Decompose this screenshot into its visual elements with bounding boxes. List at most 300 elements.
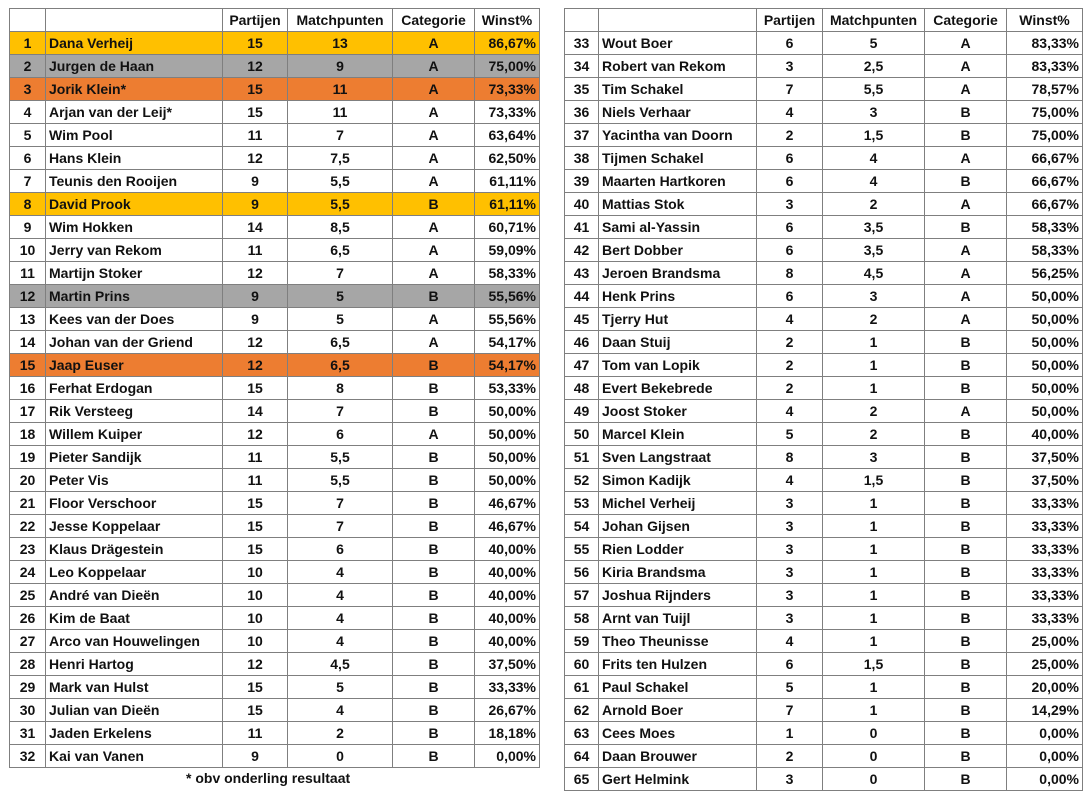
rank-cell: 58 bbox=[565, 607, 599, 630]
matchpunten-cell: 4 bbox=[823, 170, 925, 193]
table-row bbox=[565, 170, 1083, 193]
categorie-cell: B bbox=[393, 653, 475, 676]
matchpunten-cell: 1,5 bbox=[823, 124, 925, 147]
rank-cell: 20 bbox=[10, 469, 46, 492]
rank-cell: 9 bbox=[10, 216, 46, 239]
table-row bbox=[10, 630, 540, 653]
name-cell: Rien Lodder bbox=[599, 538, 757, 561]
name-cell: Henk Prins bbox=[599, 285, 757, 308]
name-cell: Theo Theunisse bbox=[599, 630, 757, 653]
matchpunten-cell: 4 bbox=[288, 699, 393, 722]
rank-cell: 53 bbox=[565, 492, 599, 515]
winst-cell: 50,00% bbox=[475, 446, 540, 469]
categorie-cell: B bbox=[925, 676, 1007, 699]
matchpunten-cell: 1,5 bbox=[823, 653, 925, 676]
table-row bbox=[10, 101, 540, 124]
standings-table-left bbox=[9, 8, 540, 768]
rank-cell: 56 bbox=[565, 561, 599, 584]
name-cell: Jaden Erkelens bbox=[46, 722, 223, 745]
partijen-cell: 6 bbox=[757, 239, 823, 262]
rank-cell: 55 bbox=[565, 538, 599, 561]
winst-cell: 83,33% bbox=[1007, 55, 1083, 78]
table-row bbox=[565, 722, 1083, 745]
rank-cell: 7 bbox=[10, 170, 46, 193]
partijen-cell: 9 bbox=[223, 193, 288, 216]
rank-cell: 24 bbox=[10, 561, 46, 584]
winst-cell: 50,00% bbox=[1007, 400, 1083, 423]
winst-cell: 63,64% bbox=[475, 124, 540, 147]
rank-cell: 46 bbox=[565, 331, 599, 354]
rank-cell: 27 bbox=[10, 630, 46, 653]
winst-cell: 50,00% bbox=[475, 469, 540, 492]
winst-cell: 33,33% bbox=[475, 676, 540, 699]
name-cell: Hans Klein bbox=[46, 147, 223, 170]
matchpunten-cell: 5,5 bbox=[823, 78, 925, 101]
winst-cell: 37,50% bbox=[475, 653, 540, 676]
name-cell: Johan Gijsen bbox=[599, 515, 757, 538]
winst-cell: 75,00% bbox=[1007, 101, 1083, 124]
matchpunten-cell: 0 bbox=[823, 745, 925, 768]
rank-cell: 34 bbox=[565, 55, 599, 78]
matchpunten-cell: 1 bbox=[823, 377, 925, 400]
partijen-cell: 3 bbox=[757, 55, 823, 78]
standings-body-right bbox=[565, 9, 1083, 791]
categorie-cell: B bbox=[925, 354, 1007, 377]
rank-cell: 17 bbox=[10, 400, 46, 423]
categorie-cell: A bbox=[925, 308, 1007, 331]
rank-cell: 16 bbox=[10, 377, 46, 400]
name-cell: Leo Koppelaar bbox=[46, 561, 223, 584]
winst-cell: 46,67% bbox=[475, 492, 540, 515]
categorie-cell: A bbox=[393, 331, 475, 354]
winst-cell: 54,17% bbox=[475, 331, 540, 354]
partijen-cell: 10 bbox=[223, 607, 288, 630]
name-cell: Wim Pool bbox=[46, 124, 223, 147]
matchpunten-cell: 9 bbox=[288, 55, 393, 78]
name-cell: Willem Kuiper bbox=[46, 423, 223, 446]
rank-cell: 43 bbox=[565, 262, 599, 285]
matchpunten-cell: 1 bbox=[823, 538, 925, 561]
categorie-cell: A bbox=[925, 78, 1007, 101]
table-row bbox=[10, 147, 540, 170]
table-row bbox=[10, 55, 540, 78]
partijen-cell: 9 bbox=[223, 170, 288, 193]
footnote: * obv onderling resultaat bbox=[186, 770, 351, 786]
standings-table-right bbox=[564, 8, 1083, 791]
table-row bbox=[565, 78, 1083, 101]
partijen-cell: 11 bbox=[223, 722, 288, 745]
matchpunten-cell: 3 bbox=[823, 101, 925, 124]
partijen-cell: 7 bbox=[757, 78, 823, 101]
categorie-cell: B bbox=[393, 676, 475, 699]
table-row bbox=[10, 722, 540, 745]
table-row bbox=[10, 216, 540, 239]
name-cell: Sami al-Yassin bbox=[599, 216, 757, 239]
categorie-cell: B bbox=[925, 216, 1007, 239]
matchpunten-cell: 11 bbox=[288, 78, 393, 101]
partijen-cell: 12 bbox=[223, 147, 288, 170]
partijen-cell: 4 bbox=[757, 469, 823, 492]
categorie-cell: A bbox=[393, 124, 475, 147]
name-cell: Martin Prins bbox=[46, 285, 223, 308]
name-cell: Daan Brouwer bbox=[599, 745, 757, 768]
matchpunten-cell: 0 bbox=[823, 768, 925, 791]
rank-cell: 32 bbox=[10, 745, 46, 768]
matchpunten-cell: 5,5 bbox=[288, 193, 393, 216]
matchpunten-cell: 6 bbox=[288, 538, 393, 561]
table-row bbox=[565, 124, 1083, 147]
categorie-cell: B bbox=[393, 193, 475, 216]
partijen-cell: 3 bbox=[757, 607, 823, 630]
partijen-cell: 6 bbox=[757, 653, 823, 676]
matchpunten-cell: 2 bbox=[823, 400, 925, 423]
winst-cell: 53,33% bbox=[475, 377, 540, 400]
name-cell: Klaus Drägestein bbox=[46, 538, 223, 561]
partijen-cell: 15 bbox=[223, 32, 288, 55]
categorie-cell: A bbox=[393, 423, 475, 446]
winst-cell: 78,57% bbox=[1007, 78, 1083, 101]
winst-cell: 40,00% bbox=[475, 630, 540, 653]
name-cell: Arco van Houwelingen bbox=[46, 630, 223, 653]
matchpunten-cell: 4,5 bbox=[288, 653, 393, 676]
rank-cell: 52 bbox=[565, 469, 599, 492]
winst-cell: 0,00% bbox=[1007, 768, 1083, 791]
table-row bbox=[565, 193, 1083, 216]
matchpunten-cell: 1 bbox=[823, 584, 925, 607]
matchpunten-cell: 4,5 bbox=[823, 262, 925, 285]
matchpunten-cell: 8,5 bbox=[288, 216, 393, 239]
name-cell: Jaap Euser bbox=[46, 354, 223, 377]
winst-cell: 59,09% bbox=[475, 239, 540, 262]
categorie-cell: B bbox=[925, 446, 1007, 469]
rank-cell: 54 bbox=[565, 515, 599, 538]
matchpunten-cell: 1 bbox=[823, 515, 925, 538]
rank-cell: 35 bbox=[565, 78, 599, 101]
rank-cell: 47 bbox=[565, 354, 599, 377]
categorie-cell: B bbox=[925, 515, 1007, 538]
table-row bbox=[565, 285, 1083, 308]
name-cell: Rik Versteeg bbox=[46, 400, 223, 423]
winst-cell: 46,67% bbox=[475, 515, 540, 538]
name-cell: Tjerry Hut bbox=[599, 308, 757, 331]
winst-cell: 50,00% bbox=[1007, 354, 1083, 377]
winst-cell: 55,56% bbox=[475, 285, 540, 308]
table-row bbox=[565, 147, 1083, 170]
header-name bbox=[46, 9, 223, 32]
categorie-cell: A bbox=[925, 193, 1007, 216]
rank-cell: 18 bbox=[10, 423, 46, 446]
matchpunten-cell: 1 bbox=[823, 630, 925, 653]
matchpunten-cell: 6,5 bbox=[288, 239, 393, 262]
matchpunten-cell: 7 bbox=[288, 492, 393, 515]
table-row bbox=[10, 561, 540, 584]
name-cell: Kees van der Does bbox=[46, 308, 223, 331]
matchpunten-cell: 3,5 bbox=[823, 216, 925, 239]
rank-cell: 26 bbox=[10, 607, 46, 630]
partijen-cell: 15 bbox=[223, 492, 288, 515]
winst-cell: 58,33% bbox=[1007, 216, 1083, 239]
table-row bbox=[10, 607, 540, 630]
header-partijen: Partijen bbox=[223, 9, 288, 32]
categorie-cell: A bbox=[925, 32, 1007, 55]
categorie-cell: A bbox=[393, 216, 475, 239]
name-cell: Frits ten Hulzen bbox=[599, 653, 757, 676]
name-cell: Wim Hokken bbox=[46, 216, 223, 239]
categorie-cell: B bbox=[393, 561, 475, 584]
winst-cell: 50,00% bbox=[1007, 308, 1083, 331]
partijen-cell: 6 bbox=[757, 147, 823, 170]
matchpunten-cell: 6,5 bbox=[288, 331, 393, 354]
table-row bbox=[565, 745, 1083, 768]
categorie-cell: A bbox=[393, 55, 475, 78]
partijen-cell: 6 bbox=[757, 285, 823, 308]
rank-cell: 19 bbox=[10, 446, 46, 469]
categorie-cell: A bbox=[925, 147, 1007, 170]
categorie-cell: B bbox=[393, 377, 475, 400]
matchpunten-cell: 4 bbox=[288, 607, 393, 630]
rank-cell: 39 bbox=[565, 170, 599, 193]
name-cell: Evert Bekebrede bbox=[599, 377, 757, 400]
matchpunten-cell: 4 bbox=[288, 561, 393, 584]
rank-cell: 12 bbox=[10, 285, 46, 308]
matchpunten-cell: 3 bbox=[823, 446, 925, 469]
table-row bbox=[10, 239, 540, 262]
name-cell: Teunis den Rooijen bbox=[46, 170, 223, 193]
partijen-cell: 11 bbox=[223, 469, 288, 492]
rank-cell: 13 bbox=[10, 308, 46, 331]
matchpunten-cell: 2 bbox=[823, 308, 925, 331]
winst-cell: 33,33% bbox=[1007, 515, 1083, 538]
partijen-cell: 15 bbox=[223, 78, 288, 101]
partijen-cell: 3 bbox=[757, 193, 823, 216]
rank-cell: 61 bbox=[565, 676, 599, 699]
categorie-cell: A bbox=[925, 55, 1007, 78]
rank-cell: 33 bbox=[565, 32, 599, 55]
name-cell: Julian van Dieën bbox=[46, 699, 223, 722]
partijen-cell: 2 bbox=[757, 745, 823, 768]
table-row bbox=[10, 676, 540, 699]
matchpunten-cell: 6,5 bbox=[288, 354, 393, 377]
rank-cell: 11 bbox=[10, 262, 46, 285]
categorie-cell: A bbox=[393, 308, 475, 331]
table-row bbox=[565, 630, 1083, 653]
rank-cell: 37 bbox=[565, 124, 599, 147]
matchpunten-cell: 1 bbox=[823, 676, 925, 699]
rank-cell: 2 bbox=[10, 55, 46, 78]
categorie-cell: B bbox=[925, 124, 1007, 147]
categorie-cell: B bbox=[393, 515, 475, 538]
rank-cell: 57 bbox=[565, 584, 599, 607]
partijen-cell: 12 bbox=[223, 653, 288, 676]
table-row bbox=[10, 699, 540, 722]
rank-cell: 6 bbox=[10, 147, 46, 170]
matchpunten-cell: 1 bbox=[823, 331, 925, 354]
categorie-cell: A bbox=[393, 147, 475, 170]
winst-cell: 20,00% bbox=[1007, 676, 1083, 699]
categorie-cell: B bbox=[393, 745, 475, 768]
categorie-cell: B bbox=[925, 584, 1007, 607]
winst-cell: 18,18% bbox=[475, 722, 540, 745]
header-partijen: Partijen bbox=[757, 9, 823, 32]
winst-cell: 50,00% bbox=[1007, 285, 1083, 308]
matchpunten-cell: 1 bbox=[823, 492, 925, 515]
table-row bbox=[565, 561, 1083, 584]
categorie-cell: A bbox=[393, 170, 475, 193]
matchpunten-cell: 5 bbox=[288, 676, 393, 699]
partijen-cell: 10 bbox=[223, 561, 288, 584]
winst-cell: 37,50% bbox=[1007, 469, 1083, 492]
name-cell: Henri Hartog bbox=[46, 653, 223, 676]
name-cell: Joshua Rijnders bbox=[599, 584, 757, 607]
table-row bbox=[10, 538, 540, 561]
name-cell: Simon Kadijk bbox=[599, 469, 757, 492]
name-cell: Pieter Sandijk bbox=[46, 446, 223, 469]
partijen-cell: 4 bbox=[757, 308, 823, 331]
partijen-cell: 3 bbox=[757, 768, 823, 791]
categorie-cell: B bbox=[925, 331, 1007, 354]
table-row bbox=[10, 446, 540, 469]
matchpunten-cell: 0 bbox=[823, 722, 925, 745]
partijen-cell: 6 bbox=[757, 170, 823, 193]
table-row bbox=[10, 423, 540, 446]
rank-cell: 50 bbox=[565, 423, 599, 446]
table-row bbox=[565, 262, 1083, 285]
name-cell: Dana Verheij bbox=[46, 32, 223, 55]
name-cell: David Prook bbox=[46, 193, 223, 216]
name-cell: Jeroen Brandsma bbox=[599, 262, 757, 285]
partijen-cell: 8 bbox=[757, 262, 823, 285]
rank-cell: 31 bbox=[10, 722, 46, 745]
partijen-cell: 3 bbox=[757, 515, 823, 538]
winst-cell: 75,00% bbox=[475, 55, 540, 78]
categorie-cell: B bbox=[393, 584, 475, 607]
matchpunten-cell: 2,5 bbox=[823, 55, 925, 78]
partijen-cell: 4 bbox=[757, 630, 823, 653]
name-cell: Daan Stuij bbox=[599, 331, 757, 354]
categorie-cell: A bbox=[393, 101, 475, 124]
table-row bbox=[10, 492, 540, 515]
partijen-cell: 10 bbox=[223, 630, 288, 653]
categorie-cell: B bbox=[393, 446, 475, 469]
partijen-cell: 15 bbox=[223, 699, 288, 722]
name-cell: Bert Dobber bbox=[599, 239, 757, 262]
categorie-cell: B bbox=[925, 492, 1007, 515]
rank-cell: 40 bbox=[565, 193, 599, 216]
name-cell: Michel Verheij bbox=[599, 492, 757, 515]
table-row bbox=[10, 78, 540, 101]
winst-cell: 33,33% bbox=[1007, 492, 1083, 515]
matchpunten-cell: 6 bbox=[288, 423, 393, 446]
matchpunten-cell: 7 bbox=[288, 124, 393, 147]
partijen-cell: 15 bbox=[223, 515, 288, 538]
categorie-cell: B bbox=[925, 699, 1007, 722]
table-row bbox=[10, 32, 540, 55]
winst-cell: 50,00% bbox=[1007, 377, 1083, 400]
table-row bbox=[10, 377, 540, 400]
partijen-cell: 14 bbox=[223, 400, 288, 423]
winst-cell: 0,00% bbox=[475, 745, 540, 768]
categorie-cell: B bbox=[925, 170, 1007, 193]
rank-cell: 51 bbox=[565, 446, 599, 469]
categorie-cell: B bbox=[393, 630, 475, 653]
matchpunten-cell: 5 bbox=[288, 308, 393, 331]
categorie-cell: B bbox=[925, 561, 1007, 584]
categorie-cell: B bbox=[925, 768, 1007, 791]
matchpunten-cell: 5,5 bbox=[288, 469, 393, 492]
partijen-cell: 12 bbox=[223, 354, 288, 377]
rank-cell: 41 bbox=[565, 216, 599, 239]
winst-cell: 58,33% bbox=[1007, 239, 1083, 262]
matchpunten-cell: 1,5 bbox=[823, 469, 925, 492]
winst-cell: 40,00% bbox=[475, 561, 540, 584]
categorie-cell: A bbox=[925, 285, 1007, 308]
rank-cell: 25 bbox=[10, 584, 46, 607]
rank-cell: 60 bbox=[565, 653, 599, 676]
winst-cell: 66,67% bbox=[1007, 193, 1083, 216]
table-row bbox=[565, 607, 1083, 630]
winst-cell: 56,25% bbox=[1007, 262, 1083, 285]
name-cell: Kiria Brandsma bbox=[599, 561, 757, 584]
winst-cell: 75,00% bbox=[1007, 124, 1083, 147]
table-row bbox=[565, 32, 1083, 55]
name-cell: Kim de Baat bbox=[46, 607, 223, 630]
categorie-cell: B bbox=[925, 423, 1007, 446]
categorie-cell: B bbox=[393, 492, 475, 515]
partijen-cell: 6 bbox=[757, 32, 823, 55]
header-row bbox=[10, 9, 540, 32]
rank-cell: 5 bbox=[10, 124, 46, 147]
winst-cell: 26,67% bbox=[475, 699, 540, 722]
table-row bbox=[10, 124, 540, 147]
winst-cell: 25,00% bbox=[1007, 630, 1083, 653]
name-cell: Wout Boer bbox=[599, 32, 757, 55]
categorie-cell: B bbox=[393, 722, 475, 745]
matchpunten-cell: 2 bbox=[823, 423, 925, 446]
name-cell: Yacintha van Doorn bbox=[599, 124, 757, 147]
table-row bbox=[565, 653, 1083, 676]
rank-cell: 21 bbox=[10, 492, 46, 515]
partijen-cell: 3 bbox=[757, 561, 823, 584]
table-row bbox=[565, 216, 1083, 239]
partijen-cell: 12 bbox=[223, 55, 288, 78]
matchpunten-cell: 4 bbox=[288, 584, 393, 607]
winst-cell: 55,56% bbox=[475, 308, 540, 331]
header-rank bbox=[565, 9, 599, 32]
rank-cell: 42 bbox=[565, 239, 599, 262]
rank-cell: 3 bbox=[10, 78, 46, 101]
matchpunten-cell: 1 bbox=[823, 561, 925, 584]
winst-cell: 25,00% bbox=[1007, 653, 1083, 676]
header-name bbox=[599, 9, 757, 32]
rank-cell: 49 bbox=[565, 400, 599, 423]
matchpunten-cell: 0 bbox=[288, 745, 393, 768]
rank-cell: 65 bbox=[565, 768, 599, 791]
matchpunten-cell: 4 bbox=[823, 147, 925, 170]
table-row bbox=[10, 285, 540, 308]
matchpunten-cell: 11 bbox=[288, 101, 393, 124]
name-cell: Sven Langstraat bbox=[599, 446, 757, 469]
name-cell: Niels Verhaar bbox=[599, 101, 757, 124]
name-cell: Mattias Stok bbox=[599, 193, 757, 216]
rank-cell: 1 bbox=[10, 32, 46, 55]
categorie-cell: A bbox=[925, 400, 1007, 423]
table-row bbox=[565, 423, 1083, 446]
rank-cell: 64 bbox=[565, 745, 599, 768]
winst-cell: 33,33% bbox=[1007, 584, 1083, 607]
partijen-cell: 12 bbox=[223, 423, 288, 446]
matchpunten-cell: 7,5 bbox=[288, 147, 393, 170]
winst-cell: 14,29% bbox=[1007, 699, 1083, 722]
